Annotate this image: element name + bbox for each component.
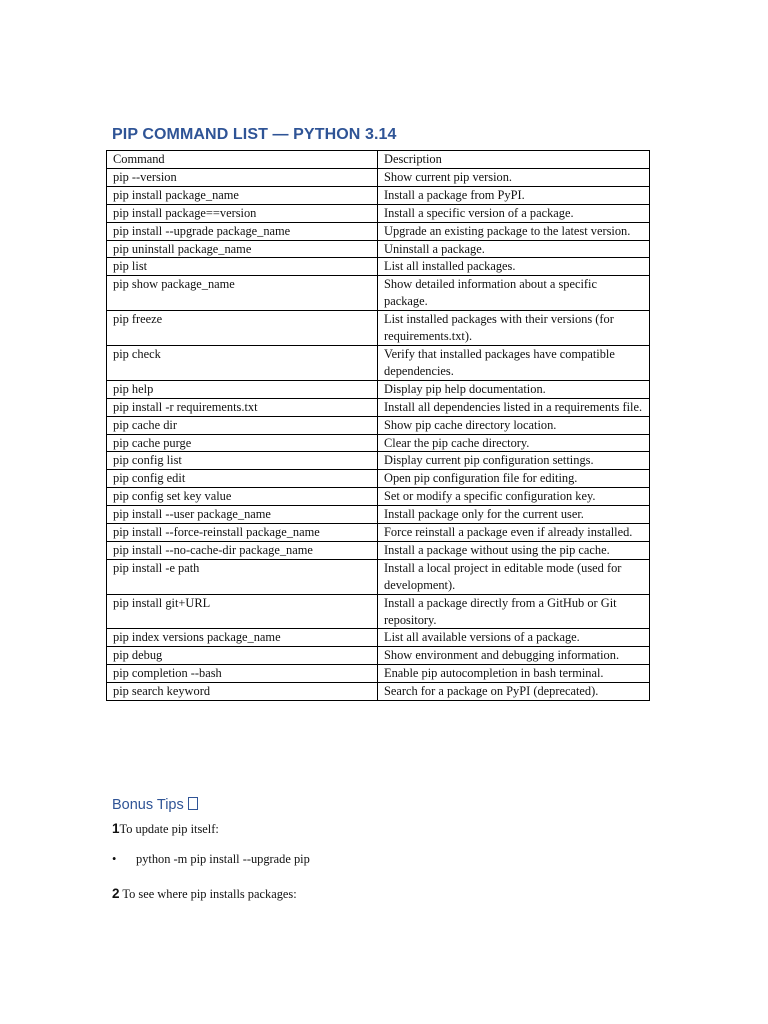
tip-2-number: 2: [112, 886, 120, 901]
bonus-tips-heading: [112, 797, 198, 813]
description-cell: Install a local project in editable mode (used for development).: [378, 559, 650, 594]
table-row: [107, 541, 650, 559]
description-cell: Show environment and debugging information.: [378, 647, 650, 665]
table-row: [107, 488, 650, 506]
description-cell: Show current pip version.: [378, 168, 650, 186]
command-cell: pip install --force-reinstall package_name: [107, 524, 378, 542]
command-cell: pip install --user package_name: [107, 506, 378, 524]
description-cell: Open pip configuration file for editing.: [378, 470, 650, 488]
description-cell: Clear the pip cache directory.: [378, 434, 650, 452]
description-cell: Show pip cache directory location.: [378, 416, 650, 434]
command-cell: pip debug: [107, 647, 378, 665]
command-cell: pip index versions package_name: [107, 629, 378, 647]
description-cell: Enable pip autocompletion in bash terminal.: [378, 665, 650, 683]
command-cell: pip --version: [107, 168, 378, 186]
command-cell: pip completion --bash: [107, 665, 378, 683]
command-cell: pip freeze: [107, 311, 378, 346]
table-row: [107, 452, 650, 470]
command-cell: pip search keyword: [107, 683, 378, 701]
description-cell: Upgrade an existing package to the latest version.: [378, 222, 650, 240]
command-cell: pip help: [107, 380, 378, 398]
description-cell: Install all dependencies listed in a requirements file.: [378, 398, 650, 416]
command-cell: pip install --upgrade package_name: [107, 222, 378, 240]
command-table: [106, 150, 650, 701]
table-row: [107, 276, 650, 311]
command-cell: pip config set key value: [107, 488, 378, 506]
table-row: [107, 240, 650, 258]
description-cell: Install a package without using the pip cache.: [378, 541, 650, 559]
table-row: [107, 204, 650, 222]
table-row: [107, 559, 650, 594]
description-cell: Force reinstall a package even if already installed.: [378, 524, 650, 542]
description-cell: Install package only for the current user.: [378, 506, 650, 524]
table-row: [107, 168, 650, 186]
command-table-body: [107, 151, 650, 701]
tip-2-text: To see where pip installs packages:: [119, 887, 297, 901]
table-row: [107, 380, 650, 398]
table-row: [107, 524, 650, 542]
description-cell: Uninstall a package.: [378, 240, 650, 258]
command-cell: pip install -e path: [107, 559, 378, 594]
table-row: [107, 345, 650, 380]
description-cell: Show detailed information about a specific package.: [378, 276, 650, 311]
description-cell: Display pip help documentation.: [378, 380, 650, 398]
command-cell: pip cache dir: [107, 416, 378, 434]
table-row: [107, 398, 650, 416]
tip-1-number: 1: [112, 821, 120, 836]
tip-1-bullet: [112, 852, 310, 867]
table-row: [107, 506, 650, 524]
table-row: [107, 311, 650, 346]
description-cell: Verify that installed packages have compatible dependencies.: [378, 345, 650, 380]
description-cell: Install a specific version of a package.: [378, 204, 650, 222]
description-cell: Search for a package on PyPI (deprecated).: [378, 683, 650, 701]
tip-1-text: To update pip itself:: [119, 822, 219, 836]
table-row: [107, 594, 650, 629]
tip-1-command: python -m pip install --upgrade pip: [136, 852, 310, 866]
description-cell: Display current pip configuration settings.: [378, 452, 650, 470]
table-row: [107, 434, 650, 452]
command-cell: pip uninstall package_name: [107, 240, 378, 258]
command-cell: pip install -r requirements.txt: [107, 398, 378, 416]
bonus-tips-heading-text: Bonus Tips: [112, 797, 184, 813]
page-title: PIP COMMAND LIST — PYTHON 3.14: [112, 126, 397, 143]
table-header-row: [107, 151, 650, 169]
table-row: [107, 416, 650, 434]
table-row: [107, 647, 650, 665]
command-cell: pip install git+URL: [107, 594, 378, 629]
table-row: [107, 186, 650, 204]
description-cell: List all installed packages.: [378, 258, 650, 276]
command-cell: pip config list: [107, 452, 378, 470]
command-cell: pip cache purge: [107, 434, 378, 452]
command-cell: pip install --no-cache-dir package_name: [107, 541, 378, 559]
missing-emoji-icon: [188, 797, 198, 810]
table-row: [107, 665, 650, 683]
table-row: [107, 222, 650, 240]
table-row: [107, 629, 650, 647]
tip-2: [112, 886, 297, 902]
tip-1: [112, 821, 219, 837]
bullet-icon: •: [112, 852, 117, 866]
table-row: [107, 258, 650, 276]
command-cell: pip config edit: [107, 470, 378, 488]
description-cell: Set or modify a specific configuration key.: [378, 488, 650, 506]
table-row: [107, 683, 650, 701]
description-cell: Install a package from PyPI.: [378, 186, 650, 204]
command-cell: pip list: [107, 258, 378, 276]
description-cell: Install a package directly from a GitHub or Git repository.: [378, 594, 650, 629]
header-cell-command: Command: [107, 151, 378, 169]
command-cell: pip show package_name: [107, 276, 378, 311]
header-cell-description: Description: [378, 151, 650, 169]
command-cell: pip check: [107, 345, 378, 380]
command-cell: pip install package_name: [107, 186, 378, 204]
description-cell: List all available versions of a package.: [378, 629, 650, 647]
table-row: [107, 470, 650, 488]
description-cell: List installed packages with their versions (for requirements.txt).: [378, 311, 650, 346]
command-cell: pip install package==version: [107, 204, 378, 222]
